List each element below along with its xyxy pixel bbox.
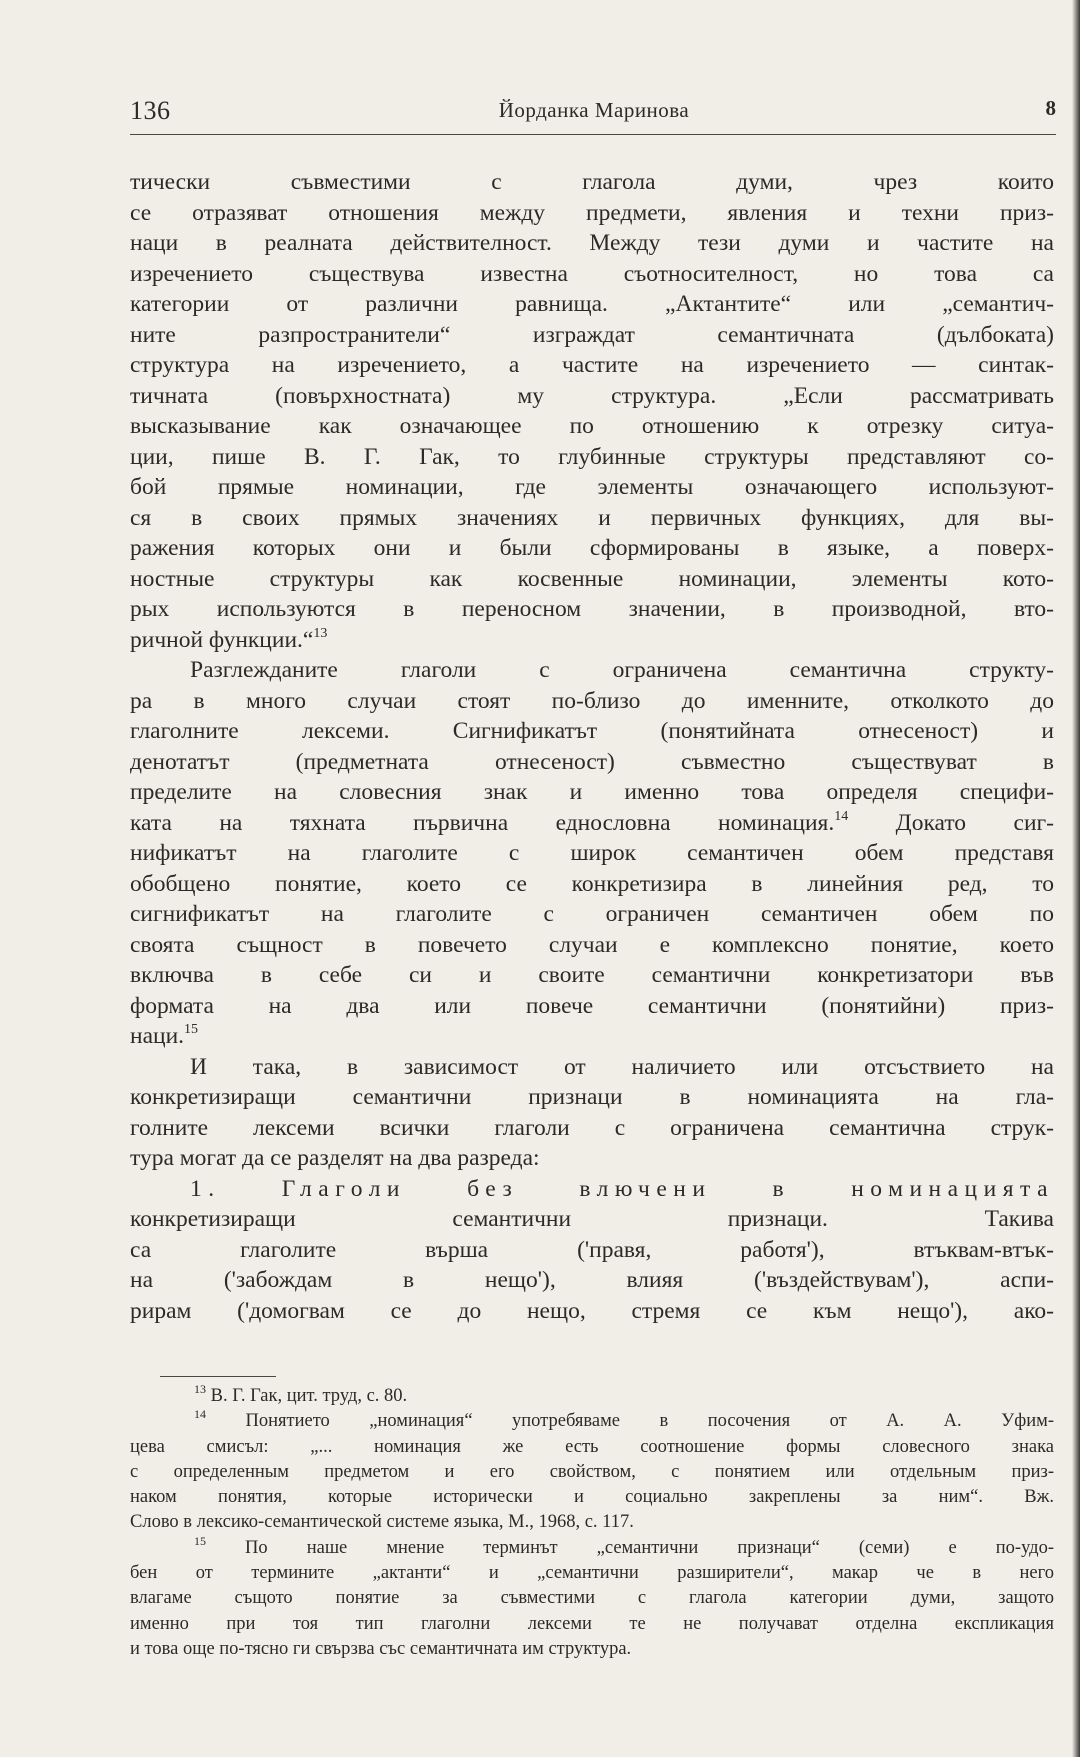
line-text: именно при тоя тип глаголни лексеми те не получават отделна експликация [130,1613,1054,1634]
line-text: бен от термините „актанти“ и „семантични разширители“, макар че в него [130,1563,1054,1584]
line-text: конкретизиращи семантични признаци. Такива [130,1206,1054,1232]
line-text: голните лексеми всички глаголи с ограничена семантична струк- [130,1114,1054,1141]
line-text: ката на тяхната първична еднословна номинация. [130,809,835,836]
text-line [130,228,1054,259]
text-line [130,625,1054,656]
text-line [130,594,1054,625]
line-text: обобщено понятие, което се конкретизира в линейния ред, то [130,870,1054,897]
page-header [130,92,1058,132]
line-text: с определенным предметом и его свойством, с понятием или отдельным приз- [130,1461,1054,1482]
line-text: влагаме същото понятие за съвместими с глагола категории думи, защото [130,1588,1054,1609]
footnote-line [130,1586,1054,1611]
line-text: тичната (повърхностната) му структура. „Если рассматривать [130,382,1054,409]
text-line [130,289,1054,320]
line-text: Разглежданите глаголи с ограничена семантична структу- [190,657,1054,683]
line-text: рых используются в переносном значении, в производной, вто- [130,596,1054,622]
text-line [130,411,1054,442]
footnotes [130,1384,1054,1662]
footnote-line [130,1533,1054,1561]
line-text: включва в себе си и своите семантични конкретизатори във [130,962,1054,988]
line-text: 1. Глаголи без влючени в номинацията [190,1175,1054,1202]
line-text: цева смисъл: „... номинация же есть соотношение формы словесного знака [130,1436,1054,1457]
text-line [130,350,1054,381]
line-text: категории от различни равнища. „Актантите“ или „семантич- [130,291,1054,317]
line-text: наци. [130,1023,185,1049]
text-line [130,747,1054,778]
line-text: ражения которых они и были сформированы в языке, а поверх- [130,535,1054,561]
footnote-rule [160,1376,276,1377]
running-title: Йорданка Маринова [498,98,690,122]
text-line [130,899,1054,930]
line-text: В. Г. Гак, цит. труд, с. 80. [210,1386,408,1406]
text-line [130,1174,1054,1205]
footnote-line [130,1510,1054,1535]
text-line [130,320,1054,351]
footnote-reference: 13 [313,625,328,641]
line-text: Слово в лексико-семантической системе языка, М., 1968, с. 117. [130,1512,634,1533]
footnote-line [130,1409,1054,1434]
line-text: рирам ('домогвам се до нещо, стремя се към нещо'), ако- [130,1297,1054,1324]
line-text: Понятието „номинация“ употребяваме в посочения от А. А. Уфим- [245,1411,1054,1432]
line-text: По наше мнение терминът „семантични признаци“ (семи) е по-удо- [245,1537,1054,1558]
footnote-line [130,1612,1054,1637]
footnote-line [130,1561,1054,1586]
line-text: формата на два или повече семантични (понятийни) приз- [130,992,1054,1019]
line-text: конкретизиращи семантични признаци в номинацията на гла- [130,1084,1054,1110]
footnote-number: 15 [194,1533,206,1548]
footnote-line [130,1637,1054,1662]
footnote-line [130,1435,1054,1460]
text-line [130,1296,1054,1327]
text-line [130,991,1054,1022]
page-edge-shadow [1072,0,1080,1757]
line-text: ностные структуры как косвенные номинации, элементы кото- [130,565,1054,592]
line-text: ра в много случаи стоят по-близо до именните, отколкото до [130,687,1054,714]
text-line [130,1204,1054,1235]
header-rule [130,134,1056,135]
text-line [130,1235,1054,1266]
main-text [130,167,1054,1326]
text-line [130,930,1054,961]
text-line [130,1021,1054,1052]
line-text: наци в реалната действителност. Между тези думи и частите на [130,230,1054,256]
line-text: глаголните лексеми. Сигнификатът (понятийната отнесеност) и [130,718,1054,744]
line-text: структура на изречението, а частите на изречението — синтак- [130,352,1054,378]
footnote-reference: 15 [184,1022,199,1037]
line-text: ричной функции.“ [130,626,314,653]
line-text: и това още по-тясно ги свързва със семантичната им структура. [130,1638,632,1659]
text-line [130,960,1054,991]
line-text: И така, в зависимост от наличието или отсъствието на [190,1053,1054,1080]
footnote-reference: 14 [834,808,849,824]
line-text: ся в своих прямых значениях и первичных функциях, для вы- [130,504,1054,531]
line-text: изречението съществува известна съотносителност, но това са [130,260,1054,287]
line-text: высказывание как означающее по отношению к отрезку ситуа- [130,413,1054,439]
text-line [130,1113,1054,1144]
line-text: се отразяват отношения между предмети, явления и техни приз- [130,199,1054,226]
text-line [130,869,1054,900]
footnote-line [130,1384,1054,1409]
text-line [130,1052,1054,1083]
footnote-line [130,1485,1054,1510]
line-text: денотатът (предметната отнесеност) съвместно съществуват в [130,748,1054,775]
text-line [130,259,1054,290]
page-number: 136 [130,96,171,125]
line-text: бой прямые номинации, где элементы означающего используют- [130,474,1054,500]
text-line [130,503,1054,534]
line-text-continued: Докато сиг- [848,809,1054,836]
text-line [130,777,1054,808]
text-line [130,198,1054,229]
text-line [130,655,1054,686]
line-text: са глаголите върша ('правя, работя'), втъквам-втък- [130,1236,1054,1263]
signature-mark: 8 [1045,96,1056,120]
line-text: тура могат да се разделят на два разреда: [130,1145,540,1171]
line-text: наком понятия, которые исторически и социально закреплены за ним“. Вж. [130,1487,1054,1508]
line-text: своята същност в повечето случаи е комплексно понятие, което [130,931,1054,958]
line-text: на ('забождам в нещо'), влияя ('въздействувам'), аспи- [130,1267,1054,1293]
text-line [130,472,1054,503]
footnote-number: 14 [194,1407,206,1422]
text-line [130,167,1054,198]
text-line [130,686,1054,717]
line-text: нификатът на глаголите с широк семантичен обем представя [130,840,1054,866]
text-line [130,564,1054,595]
line-text: сигнификатът на глаголите с ограничен семантичен обем по [130,901,1054,927]
text-line [130,1143,1054,1174]
text-line [130,1082,1054,1113]
text-line [130,381,1054,412]
footnote-number: 13 [194,1382,206,1396]
text-line [130,808,1054,839]
text-line [130,1265,1054,1296]
footnote-line [130,1460,1054,1485]
text-line [130,838,1054,869]
line-text: ните разпространители“ изграждат семантичната (дълбоката) [130,321,1054,348]
line-text: ции, пише В. Г. Гак, то глубинные структуры представляют со- [130,443,1054,470]
text-line [130,716,1054,747]
text-line [130,442,1054,473]
text-line [130,533,1054,564]
line-text: пределите на словесния знак и именно това определя специфи- [130,779,1054,805]
line-text: тически съвместими с глагола думи, чрез които [130,169,1054,195]
